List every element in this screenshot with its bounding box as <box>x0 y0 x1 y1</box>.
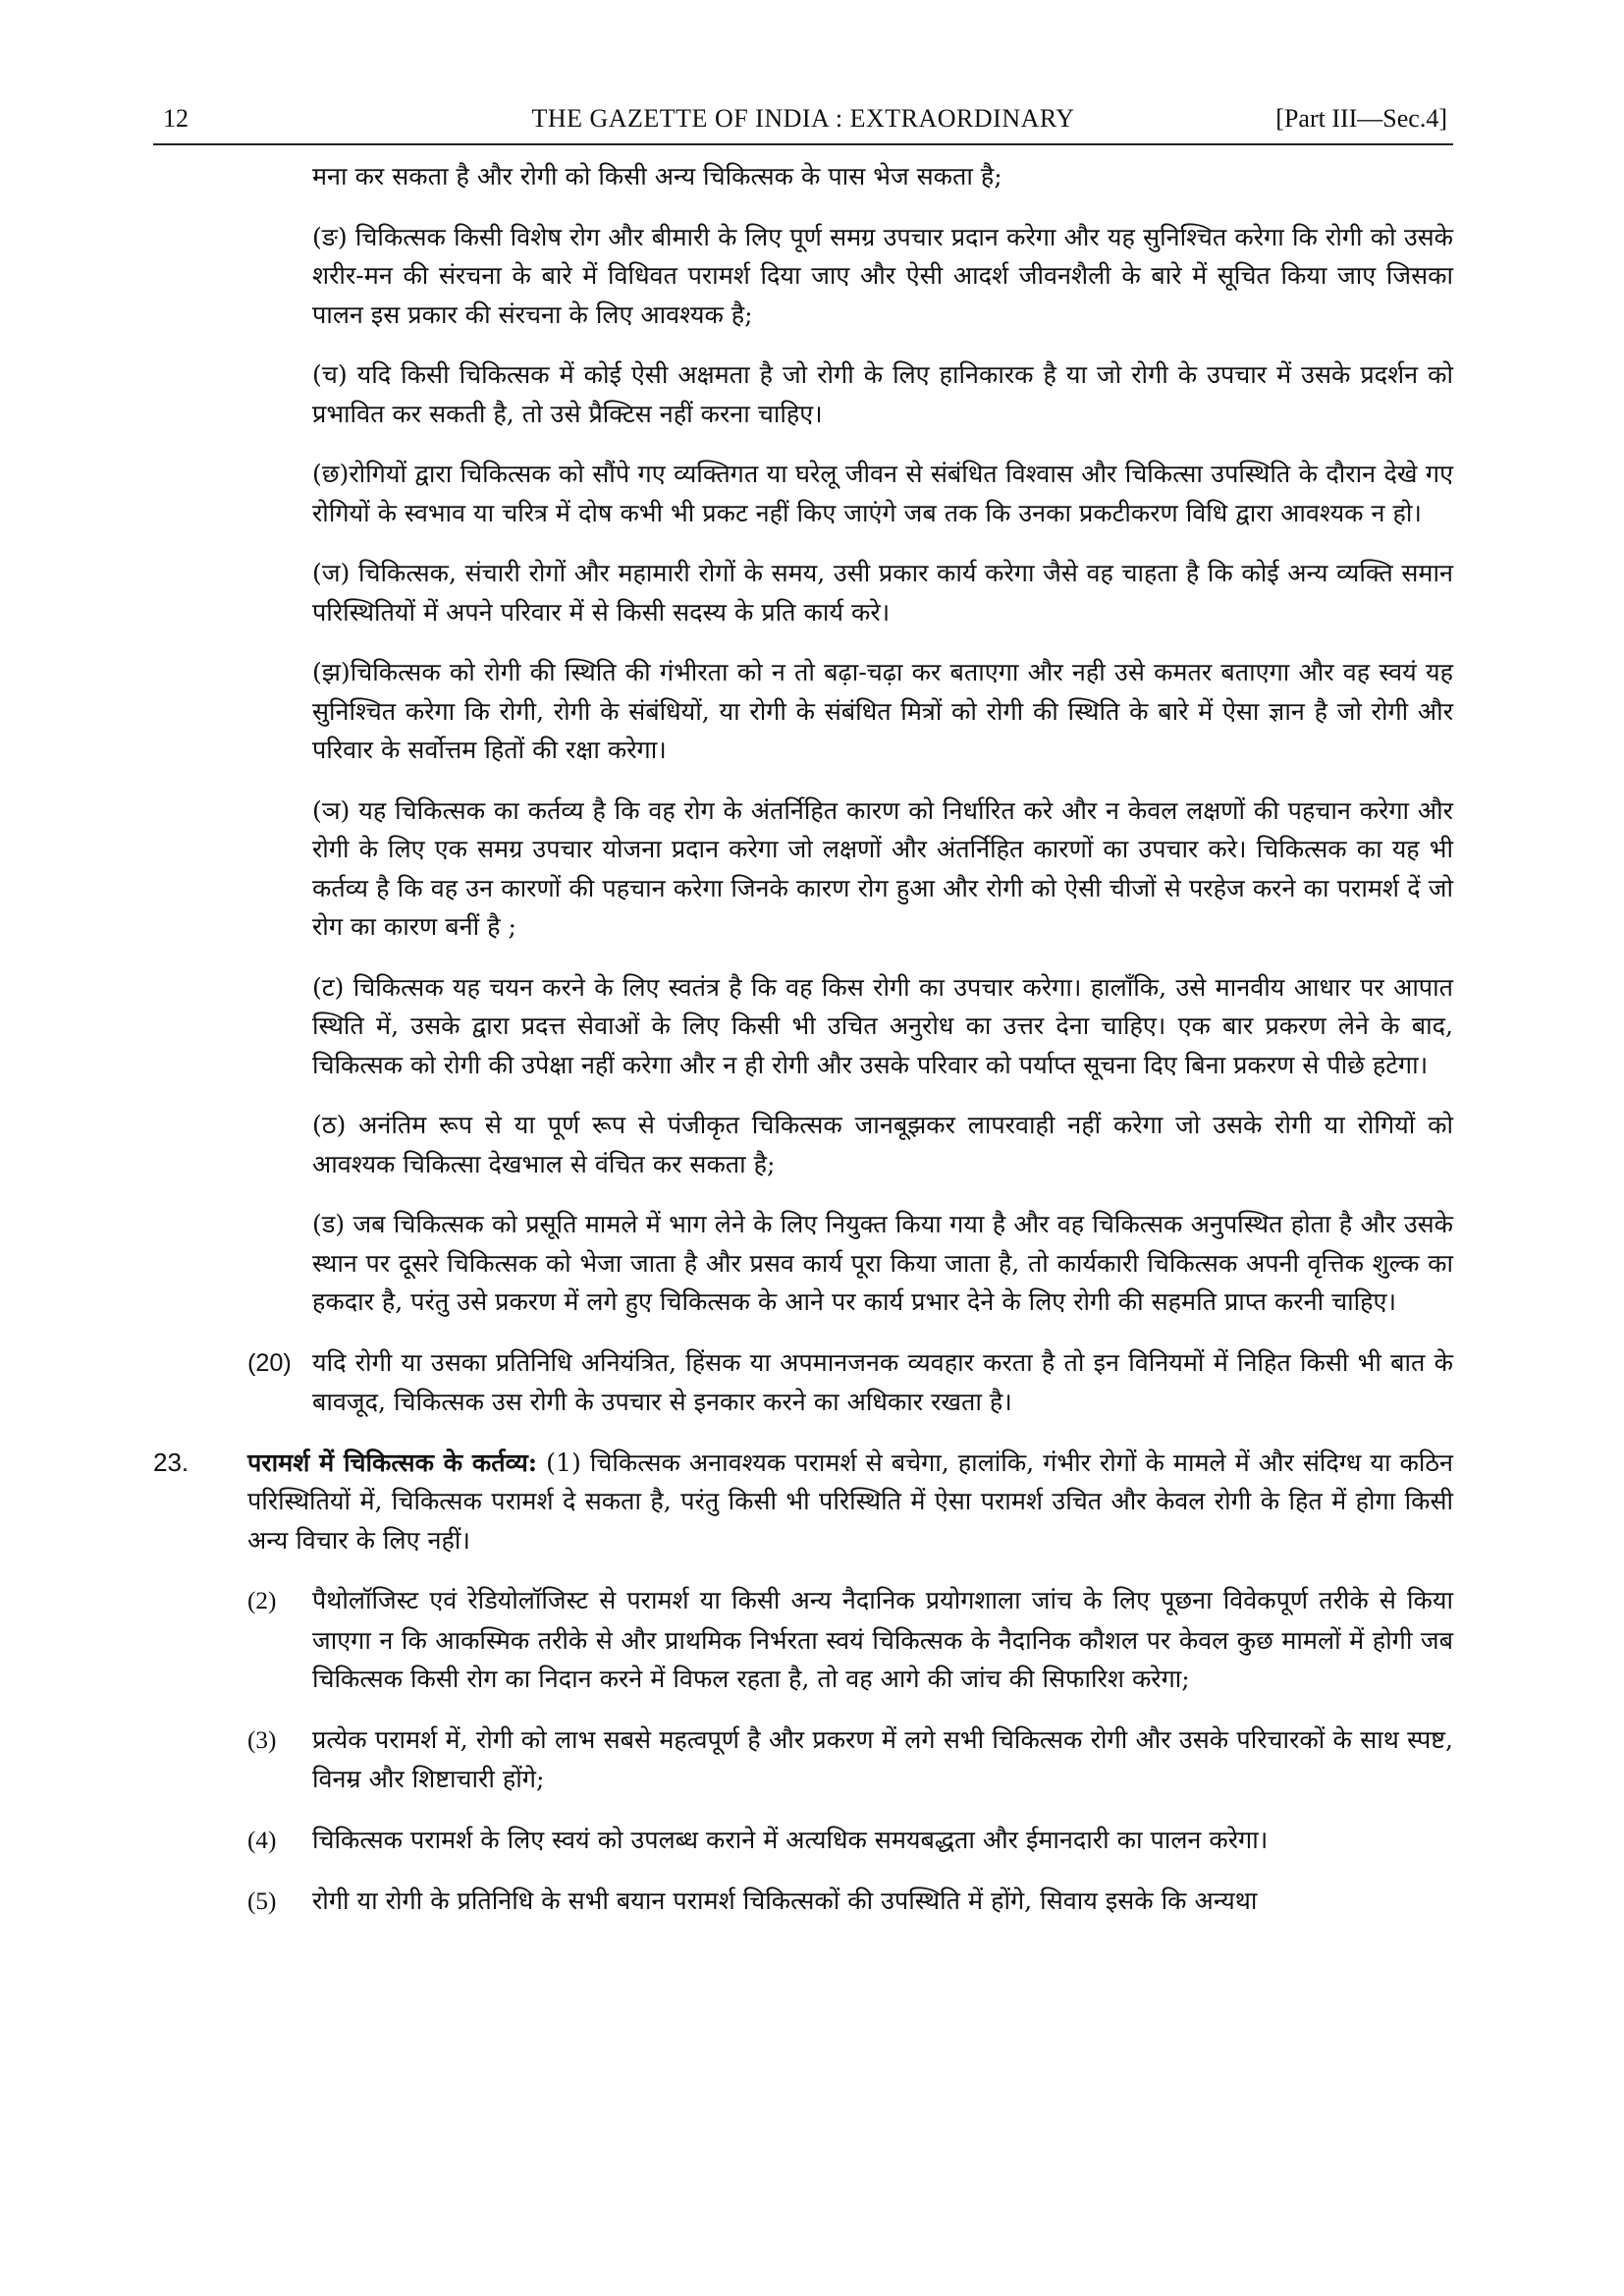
clause-label: (झ) <box>312 658 351 686</box>
clause-chha <box>312 455 1453 532</box>
clause-label: (ठ) <box>312 1111 347 1139</box>
clause-ta <box>312 968 1453 1085</box>
clause-jha <box>312 653 1453 770</box>
section-heading: परामर्श में चिकित्सक के कर्तव्य: <box>247 1447 538 1477</box>
subitem-number: (4) <box>247 1827 277 1854</box>
document-body <box>153 157 1453 1943</box>
clause-label: (ड) <box>312 1210 346 1238</box>
clause-da <box>312 1205 1453 1322</box>
subitem-text: पैथोलॉजिस्ट एवं रेडियोलॉजिस्ट से परामर्श या किसी अन्य नैदानिक प्रयोगशाला जांच के लिए पूछना विवेकपूर्ण तरीके से किया जाएगा न कि आकस्मिक तरीके से और प्राथमिक निर्भरता स्वयं चिकित्सक के नैदानिक कौशल पर केवल कुछ मामलों में होगी जब चिकित्सक किसी रोग का निदान करने में विफल रहता है, तो वह आगे की जांच की सिफारिश करेगा; <box>312 1586 1453 1693</box>
clause-text: जब चिकित्सक को प्रसूति मामले में भाग लेने के लिए नियुक्त किया गया है और वह चिकित्सक अनुपस्थित होता है और उसके स्थान पर दूसरे चिकित्सक को भेजा जाता है और प्रसव कार्य पूरा किया जाता है, तो कार्यकारी चिकित्सक अपनी वृत्तिक शुल्क का हकदार है, परंतु उसे प्रकरण में लगे हुए चिकित्सक के आने पर कार्य प्रभार देने के लिए रोगी की सहमति प्राप्त करनी चाहिए। <box>312 1210 1453 1316</box>
subitem-number: (2) <box>247 1588 277 1614</box>
clause-ja <box>312 554 1453 631</box>
item-number: (20) <box>247 1348 292 1377</box>
clause-tha <box>312 1106 1453 1183</box>
subitem-text: चिकित्सक परामर्श के लिए स्वयं को उपलब्ध कराने में अत्यधिक समयबद्धता और ईमानदारी का पालन करेगा। <box>312 1825 1269 1854</box>
clause-label: (च) <box>312 360 348 389</box>
clause-text: यह चिकित्सक का कर्तव्य है कि वह रोग के अंतर्निहित कारण को निर्धारित करे और न केवल लक्षणों की पहचान करेगा और रोगी के लिए एक समग्र उपचार योजना प्रदान करेगा जो लक्षणों और अंतर्निहित कारणों का उपचार करे। चिकित्सक का यह भी कर्तव्य है कि वह उन कारणों की पहचान करेगा जिनके कारण रोग हुआ और रोगी को ऐसी चीजों से परहेज करने का परामर्श दें जो रोग का कारण बनीं है ; <box>312 795 1453 941</box>
item-text: यदि रोगी या उसका प्रतिनिधि अनियंत्रित, हिंसक या अपमानजनक व्यवहार करता है तो इन विनियमों में निहित किसी भी बात के बावजूद, चिकित्सक उस रोगी के उपचार से इनकार करने का अधिकार रखता है। <box>312 1347 1453 1416</box>
section-number: 23. <box>153 1447 189 1477</box>
subitem-3 <box>247 1721 1453 1799</box>
clause-nga <box>312 218 1453 335</box>
section-23 <box>153 1444 1453 1560</box>
clause-cha <box>312 355 1453 433</box>
gazette-title: THE GAZETTE OF INDIA : EXTRAORDINARY <box>531 104 1075 133</box>
continuation-text: मना कर सकता है और रोगी को किसी अन्य चिकित्सक के पास भेज सकता है; <box>312 162 1002 191</box>
subitem-text: रोगी या रोगी के प्रतिनिधि के सभी बयान परामर्श चिकित्सकों की उपस्थिति में होंगे, सिवाय इसके कि अन्यथा <box>312 1886 1258 1915</box>
subitem-4 <box>247 1821 1453 1861</box>
clause-text: चिकित्सक यह चयन करने के लिए स्वतंत्र है कि वह किस रोगी का उपचार करेगा। हालाँकि, उसे मानवीय आधार पर आपात स्थिति में, उसके द्वारा प्रदत्त सेवाओं के लिए किसी भी उचित अनुरोध का उत्तर देना चाहिए। एक बार प्रकरण लेने के बाद, चिकित्सक को रोगी की उपेक्षा नहीं करेगा और न ही रोगी और उसके परिवार को पर्याप्त सूचना दिए बिना प्रकरण से पीछे हटेगा। <box>312 972 1453 1079</box>
clause-label: (ञ) <box>312 795 351 825</box>
clause-text: यदि किसी चिकित्सक में कोई ऐसी अक्षमता है जो रोगी के लिए हानिकारक है या जो रोगी के उपचार में उसके प्रदर्शन को प्रभावित कर सकती है, तो उसे प्रैक्टिस नहीं करना चाहिए। <box>312 360 1453 428</box>
clause-label: (ट) <box>312 972 345 1002</box>
subitem-text: प्रत्येक परामर्श में, रोगी को लाभ सबसे महत्वपूर्ण है और प्रकरण में लगे सभी चिकित्सक रोगी और उसके परिचारकों के साथ स्पष्ट, विनम्र और शिष्टाचारी होंगे; <box>312 1724 1453 1793</box>
subitem-number: (5) <box>247 1888 277 1915</box>
subitem-number: (3) <box>247 1726 277 1754</box>
clause-text: अनंतिम रूप से या पूर्ण रूप से पंजीकृत चिकित्सक जानबूझकर लापरवाही नहीं करेगा जो उसके रोगी या रोगियों को आवश्यक चिकित्सा देखभाल से वंचित कर सकता है; <box>312 1111 1453 1178</box>
clause-text: चिकित्सक किसी विशेष रोग और बीमारी के लिए पूर्ण समग्र उपचार प्रदान करेगा और यह सुनिश्चित करेगा कि रोगी को उसके शरीर-मन की संरचना के बारे में विधिवत परामर्श दिया जाए और ऐसी आदर्श जीवनशैली के बारे में सूचित किया जाए जिसका पालन इस प्रकार की संरचना के लिए आवश्यक है; <box>312 222 1453 329</box>
page-header <box>153 100 1453 145</box>
clause-nya <box>312 792 1453 947</box>
clause-text: चिकित्सक को रोगी की स्थिति की गंभीरता को न तो बढ़ा-चढ़ा कर बताएगा और नही उसे कमतर बताएगा और वह स्वयं यह सुनिश्चित करेगा कि रोगी, रोगी के संबंधियों, या रोगी के संबंधित मित्रों को रोगी की स्थिति के बारे में ऐसा ज्ञान है जो रोगी और परिवार के सर्वोत्तम हितों की रक्षा करेगा। <box>312 658 1454 764</box>
subitem-2 <box>247 1581 1453 1699</box>
clause-label: (ङ) <box>312 222 348 251</box>
clause-label: (छ) <box>312 460 350 488</box>
page-number: 12 <box>163 104 189 133</box>
part-section: [Part III—Sec.4] <box>1275 104 1447 133</box>
clause-text: चिकित्सक, संचारी रोगों और महामारी रोगों के समय, उसी प्रकार कार्य करेगा जैसे वह चाहता है कि कोई अन्य व्यक्ति समान परिस्थितियों में अपने परिवार में से किसी सदस्य के प्रति कार्य करे। <box>312 559 1453 627</box>
subitem-5 <box>247 1882 1453 1922</box>
clause-text: रोगियों द्वारा चिकित्सक को सौंपे गए व्यक्तिगत या घरेलू जीवन से संबंधित विश्वास और चिकित्सा उपस्थिति के दौरान देखे गए रोगियों के स्वभाव या चरित्र में दोष कभी भी प्रकट नहीं किए जाएंगे जब तक कि उनका प्रकटीकरण विधि द्वारा आवश्यक न हो। <box>312 460 1453 527</box>
item-20 <box>247 1343 1453 1422</box>
clause-label: (ज) <box>312 559 351 587</box>
section-text: (1) चिकित्सक अनावश्यक परामर्श से बचेगा, हालांकि, गंभीर रोगों के मामले में और संदिग्ध या कठिन परिस्थितियों में, चिकित्सक परामर्श दे सकता है, परंतु किसी भी परिस्थिति में ऐसा परामर्श उचित और केवल रोगी के हित में होगा किसी अन्य विचार के लिए नहीं। <box>247 1448 1454 1555</box>
